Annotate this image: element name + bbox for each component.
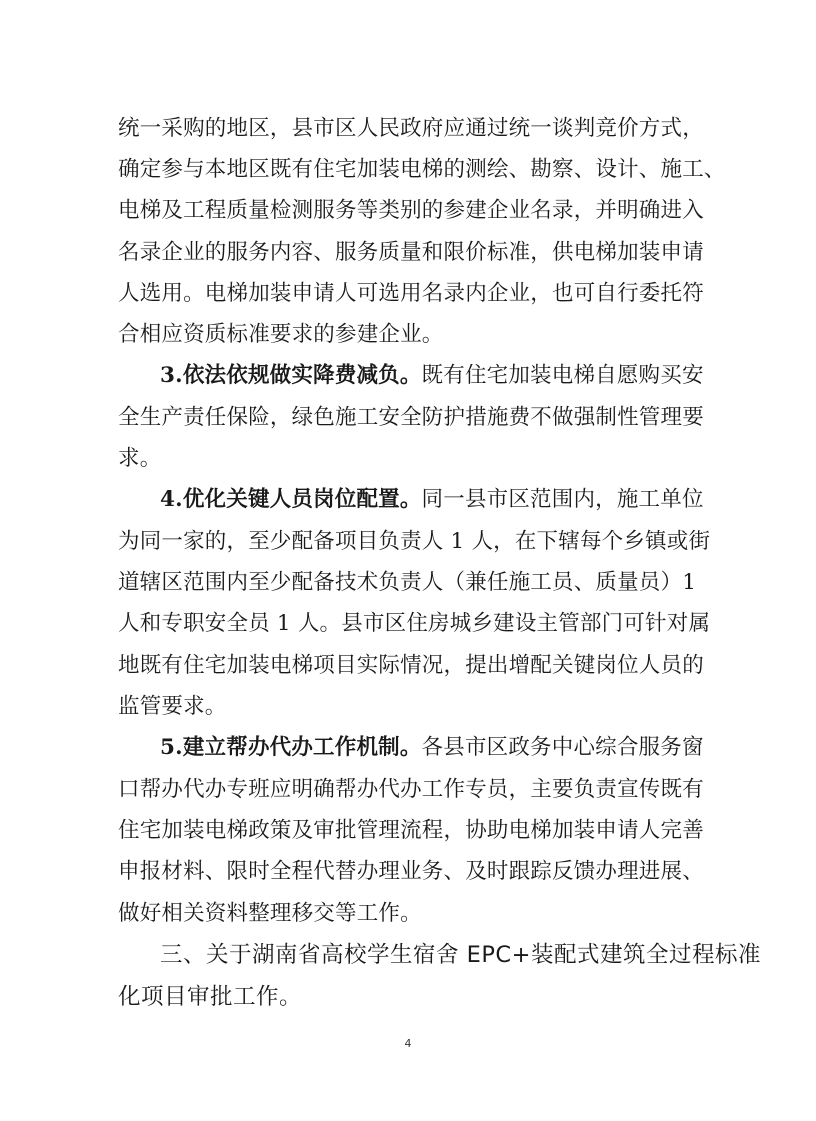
section-heading-line-2: 化项目审批工作。 bbox=[118, 984, 303, 1010]
item-4-heading: 4.优化关键人员岗位配置。 bbox=[160, 487, 422, 512]
item-3-first-line bbox=[160, 362, 704, 390]
item-5-line-4: 申报材料、限时全程代替办理业务、及时跟踪反馈办理进展、 bbox=[118, 859, 704, 884]
item-5-line-3: 住宅加装电梯政策及审批管理流程，协助电梯加装申请人完善 bbox=[118, 818, 704, 843]
item-3-heading: 3.依法依规做实降费减负。 bbox=[160, 363, 422, 388]
item-4-first-rest: 同一县市区范围内，施工单位 bbox=[421, 487, 704, 512]
item-5-line-2: 口帮办代办专班应明确帮办代办工作专员，主要负责宣传既有 bbox=[118, 777, 704, 802]
item-4-line-5: 地既有住宅加装电梯项目实际情况，提出增配关键岗位人员的 bbox=[118, 653, 704, 678]
item-4-line-3: 道辖区范围内至少配备技术负责人（兼任施工员、质量员）1 bbox=[118, 570, 697, 595]
paragraph-1-line-4: 名录企业的服务内容、服务质量和限价标准，供电梯加装申请 bbox=[118, 240, 704, 265]
item-5-heading: 5.建立帮办代办工作机制。 bbox=[160, 735, 422, 760]
item-3-line-3: 求。 bbox=[118, 446, 162, 471]
paragraph-1-line-5: 人选用。电梯加装申请人可选用名录内企业，也可自行委托符 bbox=[118, 281, 704, 306]
item-3-first-rest: 既有住宅加装电梯自愿购买安 bbox=[421, 363, 704, 388]
item-4-line-4: 人和专职安全员 1 人。县市区住房城乡建设主管部门可针对属 bbox=[118, 611, 711, 636]
section-heading-line-1: 三、关于湖南省高校学生宿舍 EPC+装配式建筑全过程标准 bbox=[160, 942, 762, 968]
item-3-line-2: 全生产责任保险，绿色施工安全防护措施费不做强制性管理要 bbox=[118, 405, 704, 430]
paragraph-1-line-2: 确定参与本地区既有住宅加装电梯的测绘、勘察、设计、施工、 bbox=[118, 157, 726, 182]
item-4-line-2: 为同一家的，至少配备项目负责人 1 人，在下辖每个乡镇或街 bbox=[118, 529, 711, 554]
item-5-first-rest: 各县市区政务中心综合服务窗 bbox=[421, 735, 704, 760]
item-5-line-5: 做好相关资料整理移交等工作。 bbox=[118, 901, 422, 926]
paragraph-1-line-3: 电梯及工程质量检测服务等类别的参建企业名录，并明确进入 bbox=[118, 198, 704, 223]
paragraph-1-line-1: 统一采购的地区，县市区人民政府应通过统一谈判竞价方式， bbox=[118, 116, 704, 141]
page-number: 4 bbox=[404, 1037, 412, 1050]
paragraph-1-line-6: 合相应资质标准要求的参建企业。 bbox=[118, 322, 444, 347]
item-4-line-6: 监管要求。 bbox=[118, 694, 227, 719]
item-5-first-line bbox=[160, 734, 704, 762]
item-4-first-line bbox=[160, 486, 704, 514]
